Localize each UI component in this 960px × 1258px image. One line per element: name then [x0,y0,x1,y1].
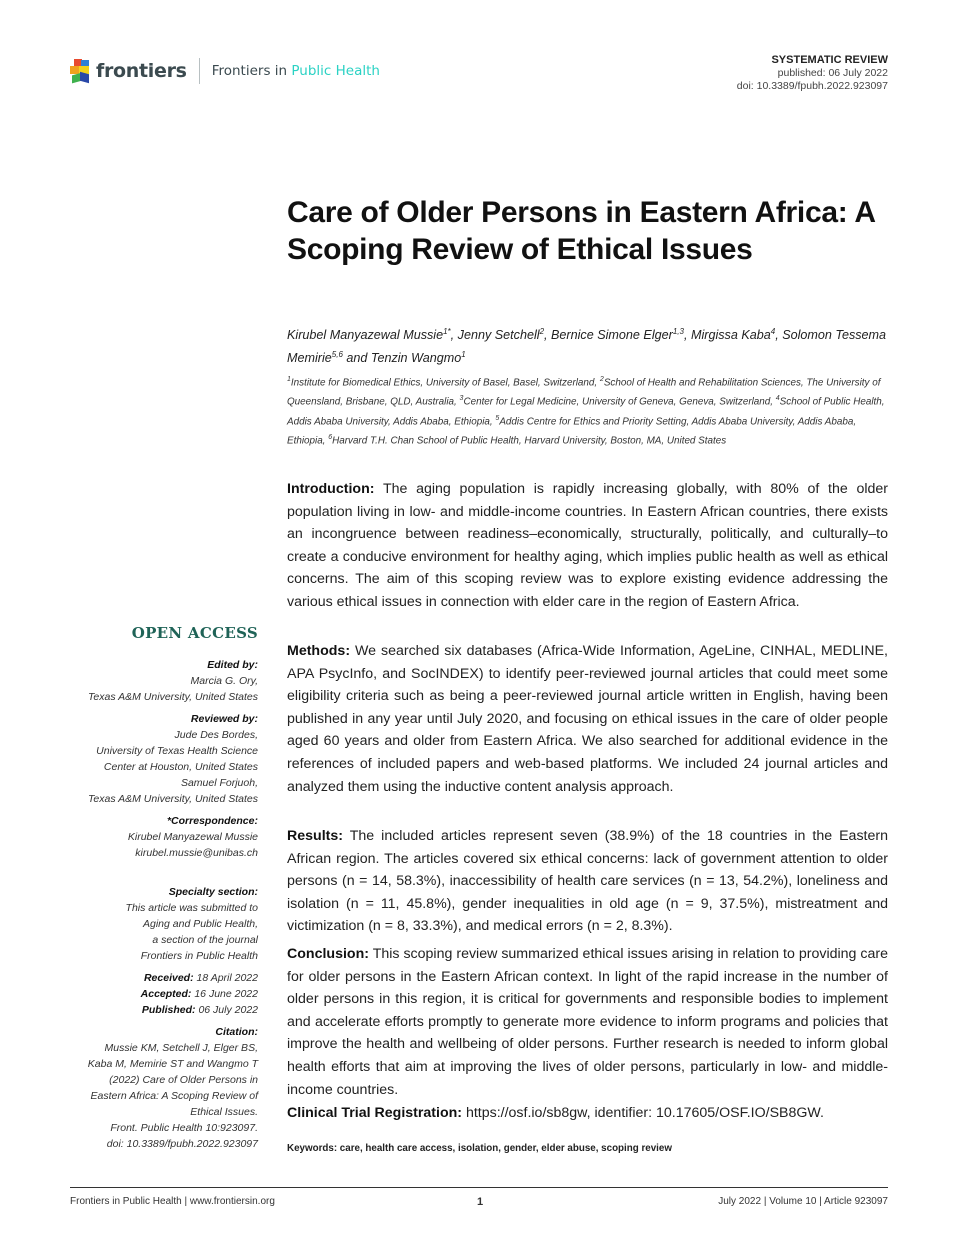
conclusion-text: This scoping review summarized ethical issues arising in relation to providing care for older persons in the Eastern African context. In light of the rapid increase in the number of older persons in this region, it is critical for governments and responsible bodies to implement and accelerate efforts promptly to generate more evidence to inform programs and policies that improve the health and wellbeing of older persons. Further research is needed to inform global health efforts that aim at improving the lives of older persons, particularly in low- and middle-income countries. [287,946,888,1098]
affiliation-text: School of Public Health, Addis Ababa University, Addis Ababa, Ethiopia, [287,396,885,427]
citation-line: Mussie KM, Setchell J, Elger BS, [104,1042,258,1054]
conclusion-label: Conclusion: [287,946,369,962]
correspondence-name: Kirubel Manyazewal Mussie [127,831,258,843]
author-list: Kirubel Manyazewal Mussie$^{1*}$, Jenny Setchell$^2$, Bernice Simone Elger$^{1,3}$, Mirgissa Kaba$^4$, Solomon Tessema Memirie$^{5,6}$ and Tenzin Wangmo$^1$ [287,327,887,366]
specialty-line: This article was submitted to [125,902,258,914]
affiliation-text: Harvard T.H. Chan School of Public Health, Harvard University, Boston, MA, United States [332,435,727,447]
author-affiliation-marker: 1,3 [672,327,684,336]
ctr-label: Clinical Trial Registration: [287,1105,463,1121]
frontiers-logo-icon [70,59,92,83]
citation-doi[interactable]: doi: 10.3389/fpubh.2022.923097 [106,1138,258,1150]
author-affiliation-marker: 1 [461,350,466,360]
specialty-line: Frontiers in Public Health [140,950,258,962]
editor-affiliation: Texas A&M University, United States [87,691,258,703]
published-date-sidebar [60,1002,258,1018]
affiliation-marker: 1 [287,376,291,383]
received-label: Received: [143,972,194,984]
results-label: Results: [287,828,343,844]
specialty-line: a section of the journal [152,934,258,946]
author-affiliation-marker: 2 [539,327,545,336]
abstract-introduction [287,478,888,614]
citation-line: Ethical Issues. [190,1106,258,1118]
methods-text: We searched six databases (Africa-Wide Information, AgeLine, CINHAL, MEDLINE, APA PsycInfo, and SocINDEX) to identify peer-reviewed journal articles that could meet some eligibility criteria such as being a peer-reviewed journal article written in English, having been published in any year until July 2020, and focusing on ethical issues in the care of older people aged 60 years and older from Eastern Africa. We also searched for additional evidence in the references of included papers and web-based platforms. We included 24 journal articles and analyzed them using the inductive content analysis approach. [287,643,888,795]
abstract-methods [287,640,888,798]
correspondence-section [60,813,258,861]
frontiers-wordmark: frontiers [96,60,187,82]
reviewer-affiliation: Texas A&M University, United States [87,793,258,805]
article-meta [737,54,888,93]
affiliation-marker: 6 [328,433,333,441]
author-affiliation-marker: 1* [443,327,451,336]
reviewer-name: Jude Des Bordes, [174,729,258,741]
logo-divider [199,58,200,84]
published-value: 06 July 2022 [198,1004,258,1016]
clinical-trial-registration [287,1105,907,1121]
citation-line: (2022) Care of Older Persons in [109,1074,258,1086]
article-title: Care of Older Persons in Eastern Africa: A Scoping Review of Ethical Issues [287,196,875,266]
accepted-label: Accepted: [140,988,192,1000]
ctr-link[interactable]: https://osf.io/sb8gw, identifier: 10.17605/OSF.IO/SB8GW. [462,1105,824,1121]
correspondence-email[interactable]: kirubel.mussie@unibas.ch [135,847,258,859]
affiliation-marker: 4 [775,395,780,403]
results-text: The included articles represent seven (38.9%) of the 18 countries in the Eastern African region. The articles covered six ethical concerns: lack of government attention to older persons (n = 14, 58.3%), inaccessibility of health care services (n = 13, 54.2%), loneliness and isolation (n = 11, 45.8%), gender inequalities in old age (n = 9, 37.5%), mistreatment and victimization (n = 8, 33.3%), and medical errors (n = 2, 8.3%). [287,828,888,935]
citation-line: Front. Public Health 10:923097. [110,1122,258,1134]
specialty-section [60,884,258,964]
reviewer-affiliation: Center at Houston, United States [103,761,258,773]
journal-name-prefix: Frontiers in [211,63,292,79]
affiliation-text: Institute for Biomedical Ethics, University of Basel, Basel, Switzerland, [290,377,600,389]
author-name[interactable]: Jenny Setchell [457,328,540,343]
accepted-value: 16 June 2022 [194,988,258,1000]
published-date: published: 06 July 2022 [777,67,888,79]
author-name[interactable]: Bernice Simone Elger [551,328,673,343]
received-value: 18 April 2022 [196,972,258,984]
dates-section [60,970,258,1018]
citation-line: Eastern Africa: A Scoping Review of [90,1090,258,1102]
affiliation-marker: 5 [495,414,500,422]
footer-journal[interactable]: Frontiers in Public Health | www.frontiersin.org [70,1196,275,1207]
edited-by-section [60,657,258,705]
methods-label: Methods: [287,643,351,659]
affiliation-text: Addis Centre for Ethics and Priority Setting, Addis Ababa University, Addis Ababa, Ethiopia, [287,415,857,447]
open-access-label: OPEN ACCESS [131,624,258,642]
affiliation-marker: 3 [459,395,464,403]
affiliations [287,372,897,449]
reviewed-by-section [60,711,258,807]
footer-issue: July 2022 | Volume 10 | Article 923097 [718,1196,888,1207]
introduction-label: Introduction: [287,481,375,497]
introduction-text: The aging population is rapidly increasing globally, with 80% of the older population living in low- and middle-income countries. In Eastern African countries, there exists an incongruence between readiness–economically, structurally, politically, and culturally–to create a conducive environment for healthy aging, which implies public health as well as ethical concerns. The aim of this scoping review was to explore existing evidence addressing the various ethical issues in connection with elder care in the region of Eastern Africa. [287,481,888,610]
article-type: SYSTEMATIC REVIEW [771,54,888,66]
author-affiliation-marker: 5,6 [331,350,343,360]
journal-name[interactable] [212,63,380,79]
author-name[interactable]: Solomon Tessema Memirie [287,328,887,366]
published-label: Published: [141,1004,196,1016]
author-affiliation-marker: 4 [770,327,776,336]
sidebar-specialty [60,884,258,1158]
keywords: Keywords: care, health care access, isolation, gender, elder abuse, scoping review [287,1143,672,1154]
reviewer-affiliation: University of Texas Health Science [96,745,258,757]
correspondence-label: *Correspondence: [166,815,258,827]
page-number: 1 [477,1196,484,1208]
reviewed-by-label: Reviewed by: [190,713,258,725]
journal-name-accent: Public Health [291,63,380,79]
citation-section [60,1024,258,1152]
specialty-label: Specialty section: [168,886,258,898]
abstract-conclusion [287,943,888,1101]
abstract-results [287,825,888,938]
affiliation-marker: 2 [599,376,604,383]
specialty-line: Aging and Public Health, [143,918,258,930]
citation-line: Kaba M, Memirie ST and Wangmo T [87,1058,258,1070]
citation-label: Citation: [215,1026,258,1038]
affiliation-text: Center for Legal Medicine, University of Geneva, Geneva, Switzerland, [463,396,776,408]
frontiers-logo[interactable] [70,58,380,84]
footer-divider [70,1187,888,1188]
affiliation-text: School of Health and Rehabilitation Sciences, The University of Queensland, Brisbane, QLD, Australia, [287,377,881,408]
received-date [60,970,258,986]
reviewer-name: Samuel Forjuoh, [180,777,258,789]
author-name[interactable]: Tenzin Wangmo [370,351,462,366]
accepted-date [60,986,258,1002]
sidebar-editors [60,657,258,867]
article-doi[interactable]: doi: 10.3389/fpubh.2022.923097 [736,80,888,92]
author-name[interactable]: Mirgissa Kaba [690,328,771,343]
author-name[interactable]: Kirubel Manyazewal Mussie [287,328,444,343]
edited-by-label: Edited by: [207,659,258,671]
editor-name: Marcia G. Ory, [190,675,258,687]
